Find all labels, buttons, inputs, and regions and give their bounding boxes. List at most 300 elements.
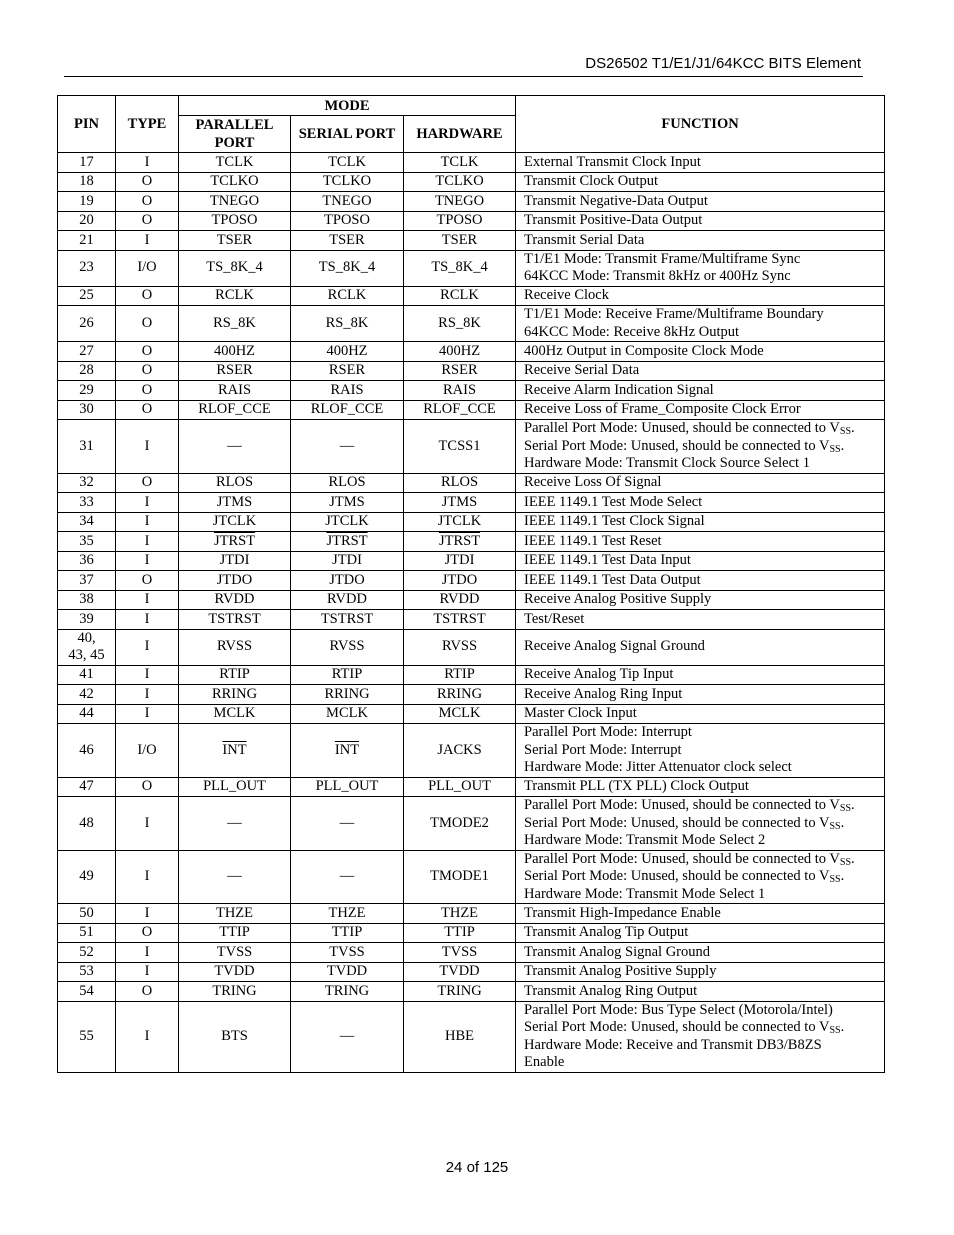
function-text: .	[851, 797, 855, 813]
parallel-port-cell	[179, 153, 291, 173]
serial-port-cell	[291, 571, 404, 591]
serial-port-cell	[291, 777, 404, 797]
serial-port-cell-text: RVSS	[329, 638, 365, 655]
function-line	[524, 886, 882, 904]
serial-port-cell	[291, 512, 404, 532]
type-cell-text: I	[144, 638, 150, 655]
table-row	[58, 153, 885, 173]
function-text: Serial Port Mode: Unused, should be connected to V	[524, 1019, 830, 1035]
parallel-port-cell	[179, 665, 291, 685]
table-row	[58, 943, 885, 963]
hardware-cell-text: TNEGO	[434, 192, 485, 209]
pin-cell-text: 36	[79, 552, 94, 568]
function-line	[524, 797, 882, 815]
type-cell-text: O	[141, 173, 153, 189]
parallel-port-cell-text: TVDD	[214, 963, 255, 979]
hardware-cell-text: RVDD	[439, 591, 480, 607]
function-cell	[516, 1001, 885, 1072]
col-header-hardware: HARDWARE	[404, 116, 516, 153]
type-cell-text: I	[144, 943, 150, 960]
type-cell	[116, 1001, 179, 1072]
hardware-cell-text: 400HZ	[438, 342, 481, 359]
function-text: Transmit Analog Positive Supply	[524, 963, 717, 979]
type-cell-text: O	[141, 778, 153, 794]
hardware-cell-text: RS_8K	[438, 314, 481, 331]
type-cell-text: I/O	[137, 259, 157, 276]
pin-cell	[58, 962, 116, 982]
serial-port-cell-text: —	[339, 437, 355, 454]
hardware-cell-text: TVSS	[441, 943, 478, 960]
hardware-cell-text: JTDO	[441, 571, 478, 588]
serial-port-cell	[291, 172, 404, 192]
parallel-port-cell-text: RLOS	[215, 474, 254, 490]
parallel-port-cell	[179, 250, 291, 286]
function-text: Transmit Analog Tip Output	[524, 924, 689, 940]
function-cell	[516, 590, 885, 610]
type-cell	[116, 381, 179, 401]
function-line	[524, 705, 882, 723]
parallel-port-cell	[179, 1001, 291, 1072]
parallel-port-cell	[179, 904, 291, 924]
type-cell-text: I	[144, 963, 150, 979]
function-text: IEEE 1149.1 Test Data Output	[524, 571, 701, 588]
parallel-port-cell-text: 400HZ	[213, 342, 256, 359]
hardware-cell	[404, 982, 516, 1002]
serial-port-cell	[291, 286, 404, 306]
serial-port-cell-text: TRING	[324, 982, 370, 999]
hardware-cell	[404, 286, 516, 306]
serial-port-cell-text: TVDD	[326, 963, 368, 979]
function-cell	[516, 704, 885, 724]
serial-port-cell-text: —	[339, 1027, 355, 1044]
function-line	[524, 212, 882, 230]
pin-cell-text: 20	[79, 212, 94, 228]
function-text: 64KCC Mode: Receive 8kHz Output	[524, 323, 740, 340]
pin-cell-text: 48	[79, 814, 94, 831]
function-line	[524, 193, 882, 211]
type-cell-text: O	[141, 192, 153, 209]
parallel-port-cell-text: TPOSO	[211, 212, 258, 228]
function-text: Receive Clock	[524, 287, 609, 303]
hardware-cell-text: TCLK	[440, 153, 479, 170]
col-header-parallel-port: PARALLEL PORT	[179, 116, 291, 153]
function-text: 64KCC Mode: Transmit 8kHz or 400Hz Sync	[524, 268, 791, 284]
function-text: Serial Port Mode: Unused, should be connected to V	[524, 437, 830, 454]
hardware-cell	[404, 231, 516, 251]
header-divider	[64, 76, 863, 77]
function-line	[524, 963, 882, 981]
hardware-cell-text: JTCLK	[437, 513, 482, 529]
serial-port-cell	[291, 420, 404, 474]
type-cell	[116, 724, 179, 778]
serial-port-cell	[291, 306, 404, 342]
hardware-cell	[404, 342, 516, 362]
serial-port-cell-text: RAIS	[330, 381, 364, 398]
function-line	[524, 1002, 882, 1020]
col-header-mode: MODE	[179, 96, 516, 116]
serial-port-cell	[291, 192, 404, 212]
serial-port-cell	[291, 685, 404, 705]
hardware-cell	[404, 473, 516, 493]
pin-cell	[58, 473, 116, 493]
function-text: Hardware Mode: Transmit Mode Select 1	[524, 885, 766, 902]
hardware-cell	[404, 493, 516, 513]
parallel-port-cell-text: TSER	[216, 231, 253, 248]
hardware-cell	[404, 306, 516, 342]
hardware-cell-text: TPOSO	[436, 212, 483, 228]
function-text: T1/E1 Mode: Receive Frame/Multiframe Boundary	[524, 306, 824, 322]
serial-port-cell-text: RS_8K	[325, 314, 369, 331]
table-row	[58, 211, 885, 231]
function-line	[524, 638, 882, 656]
function-line	[524, 832, 882, 850]
hardware-cell-text: RVSS	[441, 638, 478, 655]
table-row	[58, 231, 885, 251]
table-row	[58, 551, 885, 571]
function-line	[524, 905, 882, 923]
table-row	[58, 400, 885, 420]
serial-port-cell-text: TCLKO	[322, 173, 372, 189]
pin-cell	[58, 610, 116, 630]
pin-cell	[58, 153, 116, 173]
function-line	[524, 1054, 882, 1072]
pin-cell	[58, 361, 116, 381]
function-text: Parallel Port Mode: Unused, should be connected to V	[524, 797, 840, 813]
serial-port-cell	[291, 342, 404, 362]
function-text: Transmit Analog Ring Output	[524, 982, 698, 999]
pin-cell	[58, 571, 116, 591]
parallel-port-cell-text: TNEGO	[209, 192, 260, 209]
type-cell-text: O	[141, 314, 153, 331]
pin-cell	[58, 286, 116, 306]
type-cell-text: I	[144, 513, 150, 529]
type-cell-text: O	[141, 362, 153, 378]
serial-port-cell	[291, 962, 404, 982]
hardware-cell	[404, 943, 516, 963]
serial-port-cell-text: JTCLK	[325, 513, 369, 529]
hardware-cell-text: TCSS1	[438, 437, 481, 454]
serial-port-cell-text: RRING	[324, 685, 370, 702]
function-text: Parallel Port Mode: Bus Type Select (Motorola/Intel)	[524, 1001, 833, 1018]
function-text: Parallel Port Mode: Unused, should be connected to V	[524, 420, 840, 436]
hardware-cell-text: TRING	[437, 982, 482, 999]
serial-port-cell-text: —	[339, 814, 355, 831]
function-line	[524, 983, 882, 1001]
function-text: External Transmit Clock Input	[524, 153, 701, 170]
type-cell	[116, 629, 179, 665]
hardware-cell-text: THZE	[440, 904, 479, 921]
type-cell-text: I	[144, 591, 150, 607]
type-cell	[116, 400, 179, 420]
subscript-text: SS	[839, 803, 852, 814]
type-cell-text: I	[144, 437, 150, 454]
function-text: Transmit High-Impedance Enable	[524, 904, 721, 921]
function-text: Hardware Mode: Transmit Clock Source Select 1	[524, 455, 810, 471]
pin-cell	[58, 532, 116, 552]
parallel-port-cell-text: THZE	[215, 904, 254, 921]
serial-port-cell-text: THZE	[328, 904, 366, 921]
function-line	[524, 686, 882, 704]
function-cell	[516, 982, 885, 1002]
type-cell-text: I	[144, 1027, 150, 1044]
hardware-cell	[404, 777, 516, 797]
table-row	[58, 381, 885, 401]
parallel-port-cell-text: RVSS	[216, 638, 253, 655]
type-cell	[116, 797, 179, 851]
pin-cell	[58, 904, 116, 924]
type-cell	[116, 590, 179, 610]
hardware-cell-text: RCLK	[440, 287, 479, 303]
type-cell	[116, 286, 179, 306]
function-text: Serial Port Mode: Unused, should be connected to V	[524, 814, 830, 831]
function-text: T1/E1 Mode: Transmit Frame/Multiframe Sync	[524, 250, 801, 267]
hardware-cell	[404, 629, 516, 665]
parallel-port-cell-text: JTDO	[216, 571, 253, 588]
serial-port-cell	[291, 590, 404, 610]
serial-port-cell-text: JTRST	[326, 532, 368, 549]
function-text: Receive Alarm Indication Signal	[524, 381, 714, 398]
pin-cell-text: 35	[79, 532, 94, 549]
pin-cell-text: 51	[79, 924, 94, 940]
function-text: IEEE 1149.1 Test Reset	[524, 532, 662, 549]
function-text: Master Clock Input	[524, 705, 637, 721]
function-line	[524, 232, 882, 250]
hardware-cell-text: PLL_OUT	[428, 778, 491, 794]
type-cell	[116, 610, 179, 630]
pin-cell	[58, 1001, 116, 1072]
col-header-pin: PIN	[58, 96, 116, 153]
function-text: Enable	[524, 1054, 565, 1070]
function-text: Receive Serial Data	[524, 362, 640, 378]
serial-port-cell-text: TSTRST	[320, 610, 374, 627]
pin-cell-text: 46	[79, 741, 94, 758]
serial-port-cell-text: RTIP	[331, 666, 363, 682]
hardware-cell	[404, 797, 516, 851]
parallel-port-cell	[179, 962, 291, 982]
function-line	[524, 742, 882, 760]
function-text: Transmit Positive-Data Output	[524, 212, 703, 228]
pin-cell	[58, 982, 116, 1002]
parallel-port-cell	[179, 400, 291, 420]
parallel-port-cell-text: —	[227, 437, 242, 454]
table-row	[58, 420, 885, 474]
table-row	[58, 512, 885, 532]
table-row	[58, 532, 885, 552]
table-row	[58, 610, 885, 630]
table-row	[58, 724, 885, 778]
function-cell	[516, 962, 885, 982]
type-cell-text: O	[141, 982, 153, 999]
serial-port-cell	[291, 850, 404, 904]
hardware-cell	[404, 571, 516, 591]
serial-port-cell-text: RCLK	[327, 287, 367, 303]
type-cell	[116, 982, 179, 1002]
parallel-port-cell	[179, 231, 291, 251]
parallel-port-cell	[179, 512, 291, 532]
function-line	[524, 778, 882, 796]
serial-port-cell	[291, 381, 404, 401]
function-line	[524, 438, 882, 456]
type-cell-text: O	[141, 342, 153, 359]
table-row	[58, 571, 885, 591]
pin-cell-text: 42	[79, 685, 94, 702]
function-cell	[516, 685, 885, 705]
pin-cell	[58, 850, 116, 904]
pin-cell	[58, 665, 116, 685]
type-cell	[116, 665, 179, 685]
parallel-port-cell-text: JTMS	[216, 493, 253, 510]
pin-cell	[58, 590, 116, 610]
function-cell	[516, 923, 885, 943]
parallel-port-cell	[179, 850, 291, 904]
function-line	[524, 268, 882, 286]
function-cell	[516, 665, 885, 685]
parallel-port-cell	[179, 493, 291, 513]
function-line	[524, 924, 882, 942]
hardware-cell	[404, 172, 516, 192]
parallel-port-cell-text: RAIS	[217, 381, 252, 398]
table-row	[58, 850, 885, 904]
parallel-port-cell-text: JTRST	[213, 532, 256, 549]
hardware-cell	[404, 512, 516, 532]
pin-cell-text: 26	[79, 314, 94, 331]
function-line	[524, 306, 882, 324]
parallel-port-cell-text: RLOF_CCE	[198, 401, 271, 417]
hardware-cell-text: RSER	[441, 362, 478, 378]
function-text: 400Hz Output in Composite Clock Mode	[524, 342, 764, 359]
function-text: Receive Analog Ring Input	[524, 685, 683, 702]
pin-description-table	[57, 95, 885, 1073]
subscript-text: SS	[829, 820, 841, 832]
hardware-cell-text: JTMS	[441, 493, 478, 510]
function-text: .	[840, 814, 845, 831]
hardware-cell	[404, 250, 516, 286]
hardware-cell	[404, 590, 516, 610]
hardware-cell	[404, 685, 516, 705]
function-cell	[516, 512, 885, 532]
hardware-cell	[404, 551, 516, 571]
serial-port-cell	[291, 493, 404, 513]
page-number: 24 of 125	[445, 1159, 509, 1176]
function-cell	[516, 904, 885, 924]
table-row	[58, 493, 885, 513]
type-cell-text: I	[144, 904, 150, 921]
pin-cell-text: 38	[79, 591, 94, 607]
type-cell	[116, 306, 179, 342]
table-row	[58, 704, 885, 724]
function-text: .	[840, 868, 845, 884]
parallel-port-cell-text: TVSS	[216, 943, 253, 960]
serial-port-cell	[291, 361, 404, 381]
parallel-port-cell-text: RS_8K	[213, 314, 256, 331]
hardware-cell-text: TMODE1	[430, 868, 489, 884]
parallel-port-cell	[179, 381, 291, 401]
hardware-cell	[404, 361, 516, 381]
function-cell	[516, 420, 885, 474]
serial-port-cell-text: TS_8K_4	[318, 259, 376, 276]
pin-cell-text: 28	[79, 362, 94, 378]
type-cell-text: I	[144, 814, 150, 831]
parallel-port-cell-text: RRING	[211, 685, 258, 702]
type-cell-text: O	[141, 287, 153, 303]
serial-port-cell	[291, 629, 404, 665]
parallel-port-cell	[179, 629, 291, 665]
parallel-port-cell-text: MCLK	[213, 705, 256, 721]
function-line	[524, 611, 882, 629]
serial-port-cell	[291, 1001, 404, 1072]
type-cell-text: I	[144, 705, 150, 721]
function-cell	[516, 777, 885, 797]
parallel-port-cell-text: TSTRST	[208, 610, 261, 627]
pin-cell-text: 23	[79, 259, 94, 276]
type-cell	[116, 685, 179, 705]
pin-cell	[58, 306, 116, 342]
hardware-cell-text: RLOS	[440, 474, 479, 490]
hardware-cell	[404, 381, 516, 401]
function-text: Hardware Mode: Jitter Attenuator clock select	[524, 759, 792, 775]
function-line	[524, 1037, 882, 1055]
function-line	[524, 572, 882, 590]
hardware-cell-text: TCLKO	[435, 173, 484, 189]
hardware-cell-text: MCLK	[438, 705, 481, 721]
parallel-port-cell-text: RTIP	[219, 666, 250, 682]
hardware-cell-text: RAIS	[442, 381, 477, 398]
parallel-port-cell	[179, 943, 291, 963]
serial-port-cell-text: JTDO	[329, 571, 365, 588]
function-text: Receive Analog Tip Input	[524, 666, 674, 682]
function-text: Transmit Clock Output	[524, 173, 659, 189]
function-text: Serial Port Mode: Interrupt	[524, 741, 682, 758]
parallel-port-cell-text: TRING	[212, 982, 257, 999]
pin-cell-text: 54	[79, 982, 94, 999]
col-header-function: FUNCTION	[516, 96, 885, 153]
type-cell	[116, 342, 179, 362]
function-line	[524, 401, 882, 419]
pin-cell-text: 41	[79, 666, 94, 682]
serial-port-cell-text: TCLK	[328, 153, 366, 170]
function-cell	[516, 629, 885, 665]
table-row	[58, 250, 885, 286]
type-cell-text: I	[144, 610, 150, 627]
function-cell	[516, 361, 885, 381]
function-text: Parallel Port Mode: Unused, should be connected to V	[524, 850, 840, 867]
table-row	[58, 342, 885, 362]
serial-port-cell	[291, 400, 404, 420]
function-text: Receive Loss Of Signal	[524, 474, 662, 490]
parallel-port-cell	[179, 306, 291, 342]
parallel-port-cell	[179, 724, 291, 778]
function-line	[524, 759, 882, 777]
parallel-port-cell	[179, 420, 291, 474]
function-line	[524, 533, 882, 551]
function-cell	[516, 231, 885, 251]
hardware-cell	[404, 192, 516, 212]
function-text: .	[840, 437, 845, 454]
table-row	[58, 923, 885, 943]
parallel-port-cell-text: JTCLK	[212, 513, 257, 529]
type-cell	[116, 962, 179, 982]
function-cell	[516, 571, 885, 591]
pin-cell	[58, 493, 116, 513]
function-text: Parallel Port Mode: Interrupt	[524, 724, 692, 740]
pin-cell-text: 40, 43, 45	[68, 629, 105, 663]
pin-cell	[58, 400, 116, 420]
type-cell	[116, 192, 179, 212]
pin-cell	[58, 704, 116, 724]
pin-rows	[58, 153, 885, 1073]
subscript-text: SS	[829, 443, 841, 455]
function-line	[524, 251, 882, 269]
